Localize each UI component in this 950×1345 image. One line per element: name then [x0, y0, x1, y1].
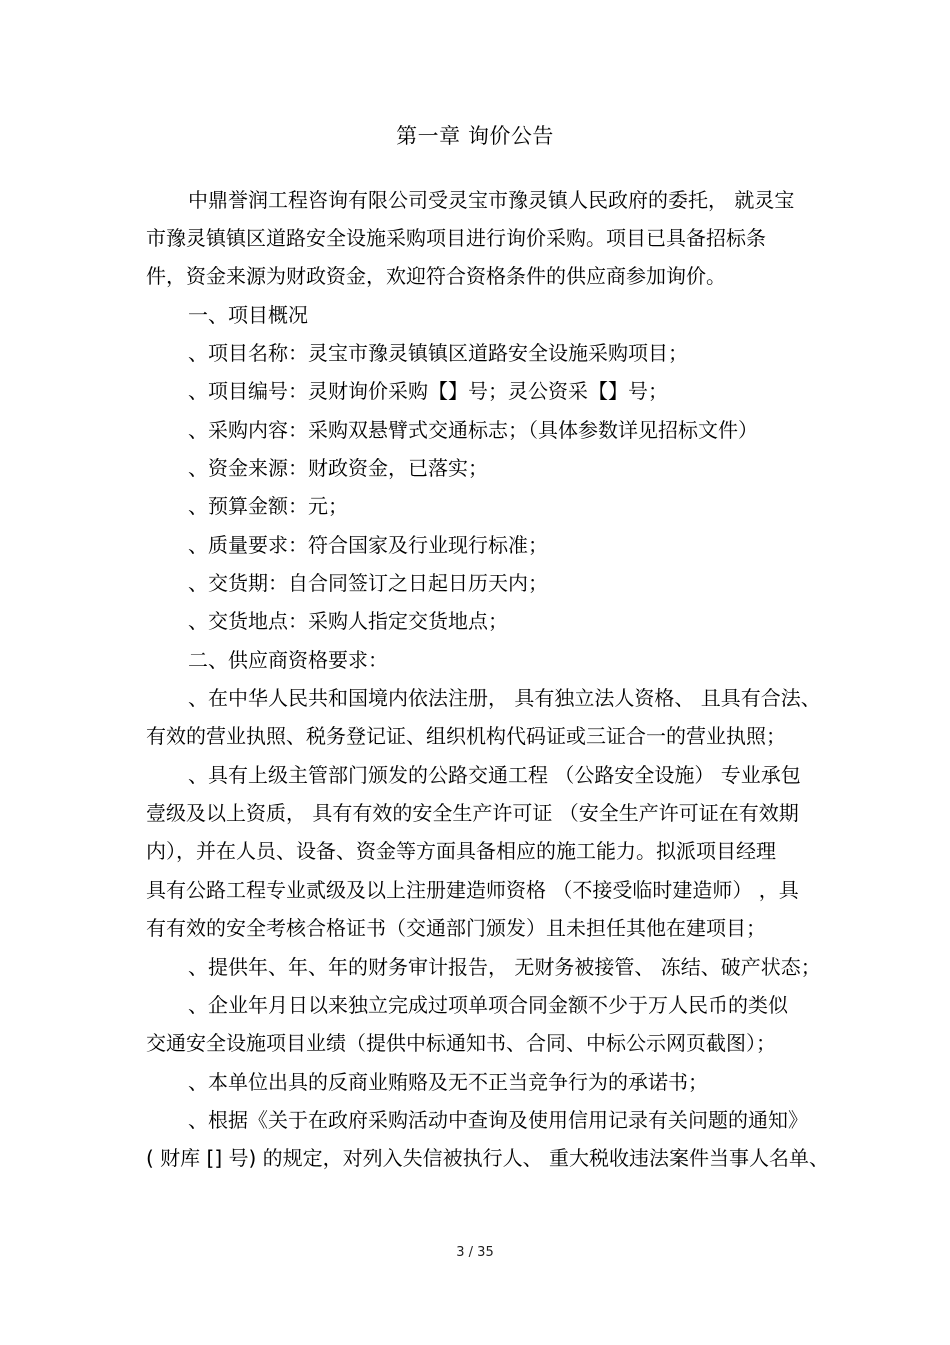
paragraph-line: 具有公路工程专业贰级及以上注册建造师资格 （不接受临时建造师） ，具 [146, 878, 799, 902]
list-item: 、项目名称：灵宝市豫灵镇镇区道路安全设施采购项目； [188, 341, 688, 365]
paragraph-line: 、具有上级主管部门颁发的公路交通工程 （公路安全设施） 专业承包 [188, 763, 801, 787]
list-item: 、质量要求：符合国家及行业现行标准； [188, 533, 548, 557]
paragraph-line: 、在中华人民共和国境内依法注册， 具有独立法人资格、 且具有合法、 [188, 686, 821, 710]
paragraph-line: 有效的营业执照、税务登记证、组织机构代码证或三证合一的营业执照； [146, 724, 786, 748]
paragraph-line: 、提供年、年、年的财务审计报告， 无财务被接管、 冻结、破产状态； [188, 955, 821, 979]
list-item: 、资金来源：财政资金，已落实； [188, 456, 488, 480]
list-item: 、交货期：自合同签订之日起日历天内； [188, 571, 548, 595]
section-heading: 二、供应商资格要求： [188, 648, 388, 672]
paragraph-line: 市豫灵镇镇区道路安全设施采购项目进行询价采购。项目已具备招标条 [146, 226, 766, 250]
list-item: 、交货地点：采购人指定交货地点； [188, 609, 508, 633]
paragraph-line: 有有效的安全考核合格证书（交通部门颁发）且未担任其他在建项目； [146, 916, 766, 940]
paragraph-line: 中鼎誉润工程咨询有限公司受灵宝市豫灵镇人民政府的委托， 就灵宝 [188, 188, 795, 212]
paragraph-line: 内），并在人员、设备、资金等方面具备相应的施工能力。拟派项目经理 [146, 839, 776, 863]
page-number: 3 / 35 [456, 1245, 494, 1260]
section-heading: 一、项目概况 [188, 303, 308, 327]
paragraph-line: ( 财库 [] 号) 的规定，对列入失信被执行人、 重大税收违法案件当事人名单、 [146, 1146, 829, 1170]
paragraph-line: 、根据《关于在政府采购活动中查询及使用信用记录有关问题的通知》 [188, 1108, 808, 1132]
chapter-title: 第一章 询价公告 [396, 124, 554, 148]
list-item: 、项目编号：灵财询价采购【】号；灵公资采【】号； [188, 379, 668, 403]
list-item: 、预算金额：元； [188, 494, 348, 518]
paragraph-line: 件，资金来源为财政资金，欢迎符合资格条件的供应商参加询价。 [146, 264, 726, 288]
paragraph-line: 交通安全设施项目业绩（提供中标通知书、合同、中标公示网页截图）； [146, 1031, 776, 1055]
paragraph-line: 、本单位出具的反商业贿赂及无不正当竞争行为的承诺书； [188, 1070, 708, 1094]
list-item: 、采购内容：采购双悬臂式交通标志；（具体参数详见招标文件） [188, 418, 758, 442]
paragraph-line: 、企业年月日以来独立完成过项单项合同金额不少于万人民币的类似 [188, 993, 788, 1017]
paragraph-line: 壹级及以上资质， 具有有效的安全生产许可证 （安全生产许可证在有效期 [146, 801, 799, 825]
